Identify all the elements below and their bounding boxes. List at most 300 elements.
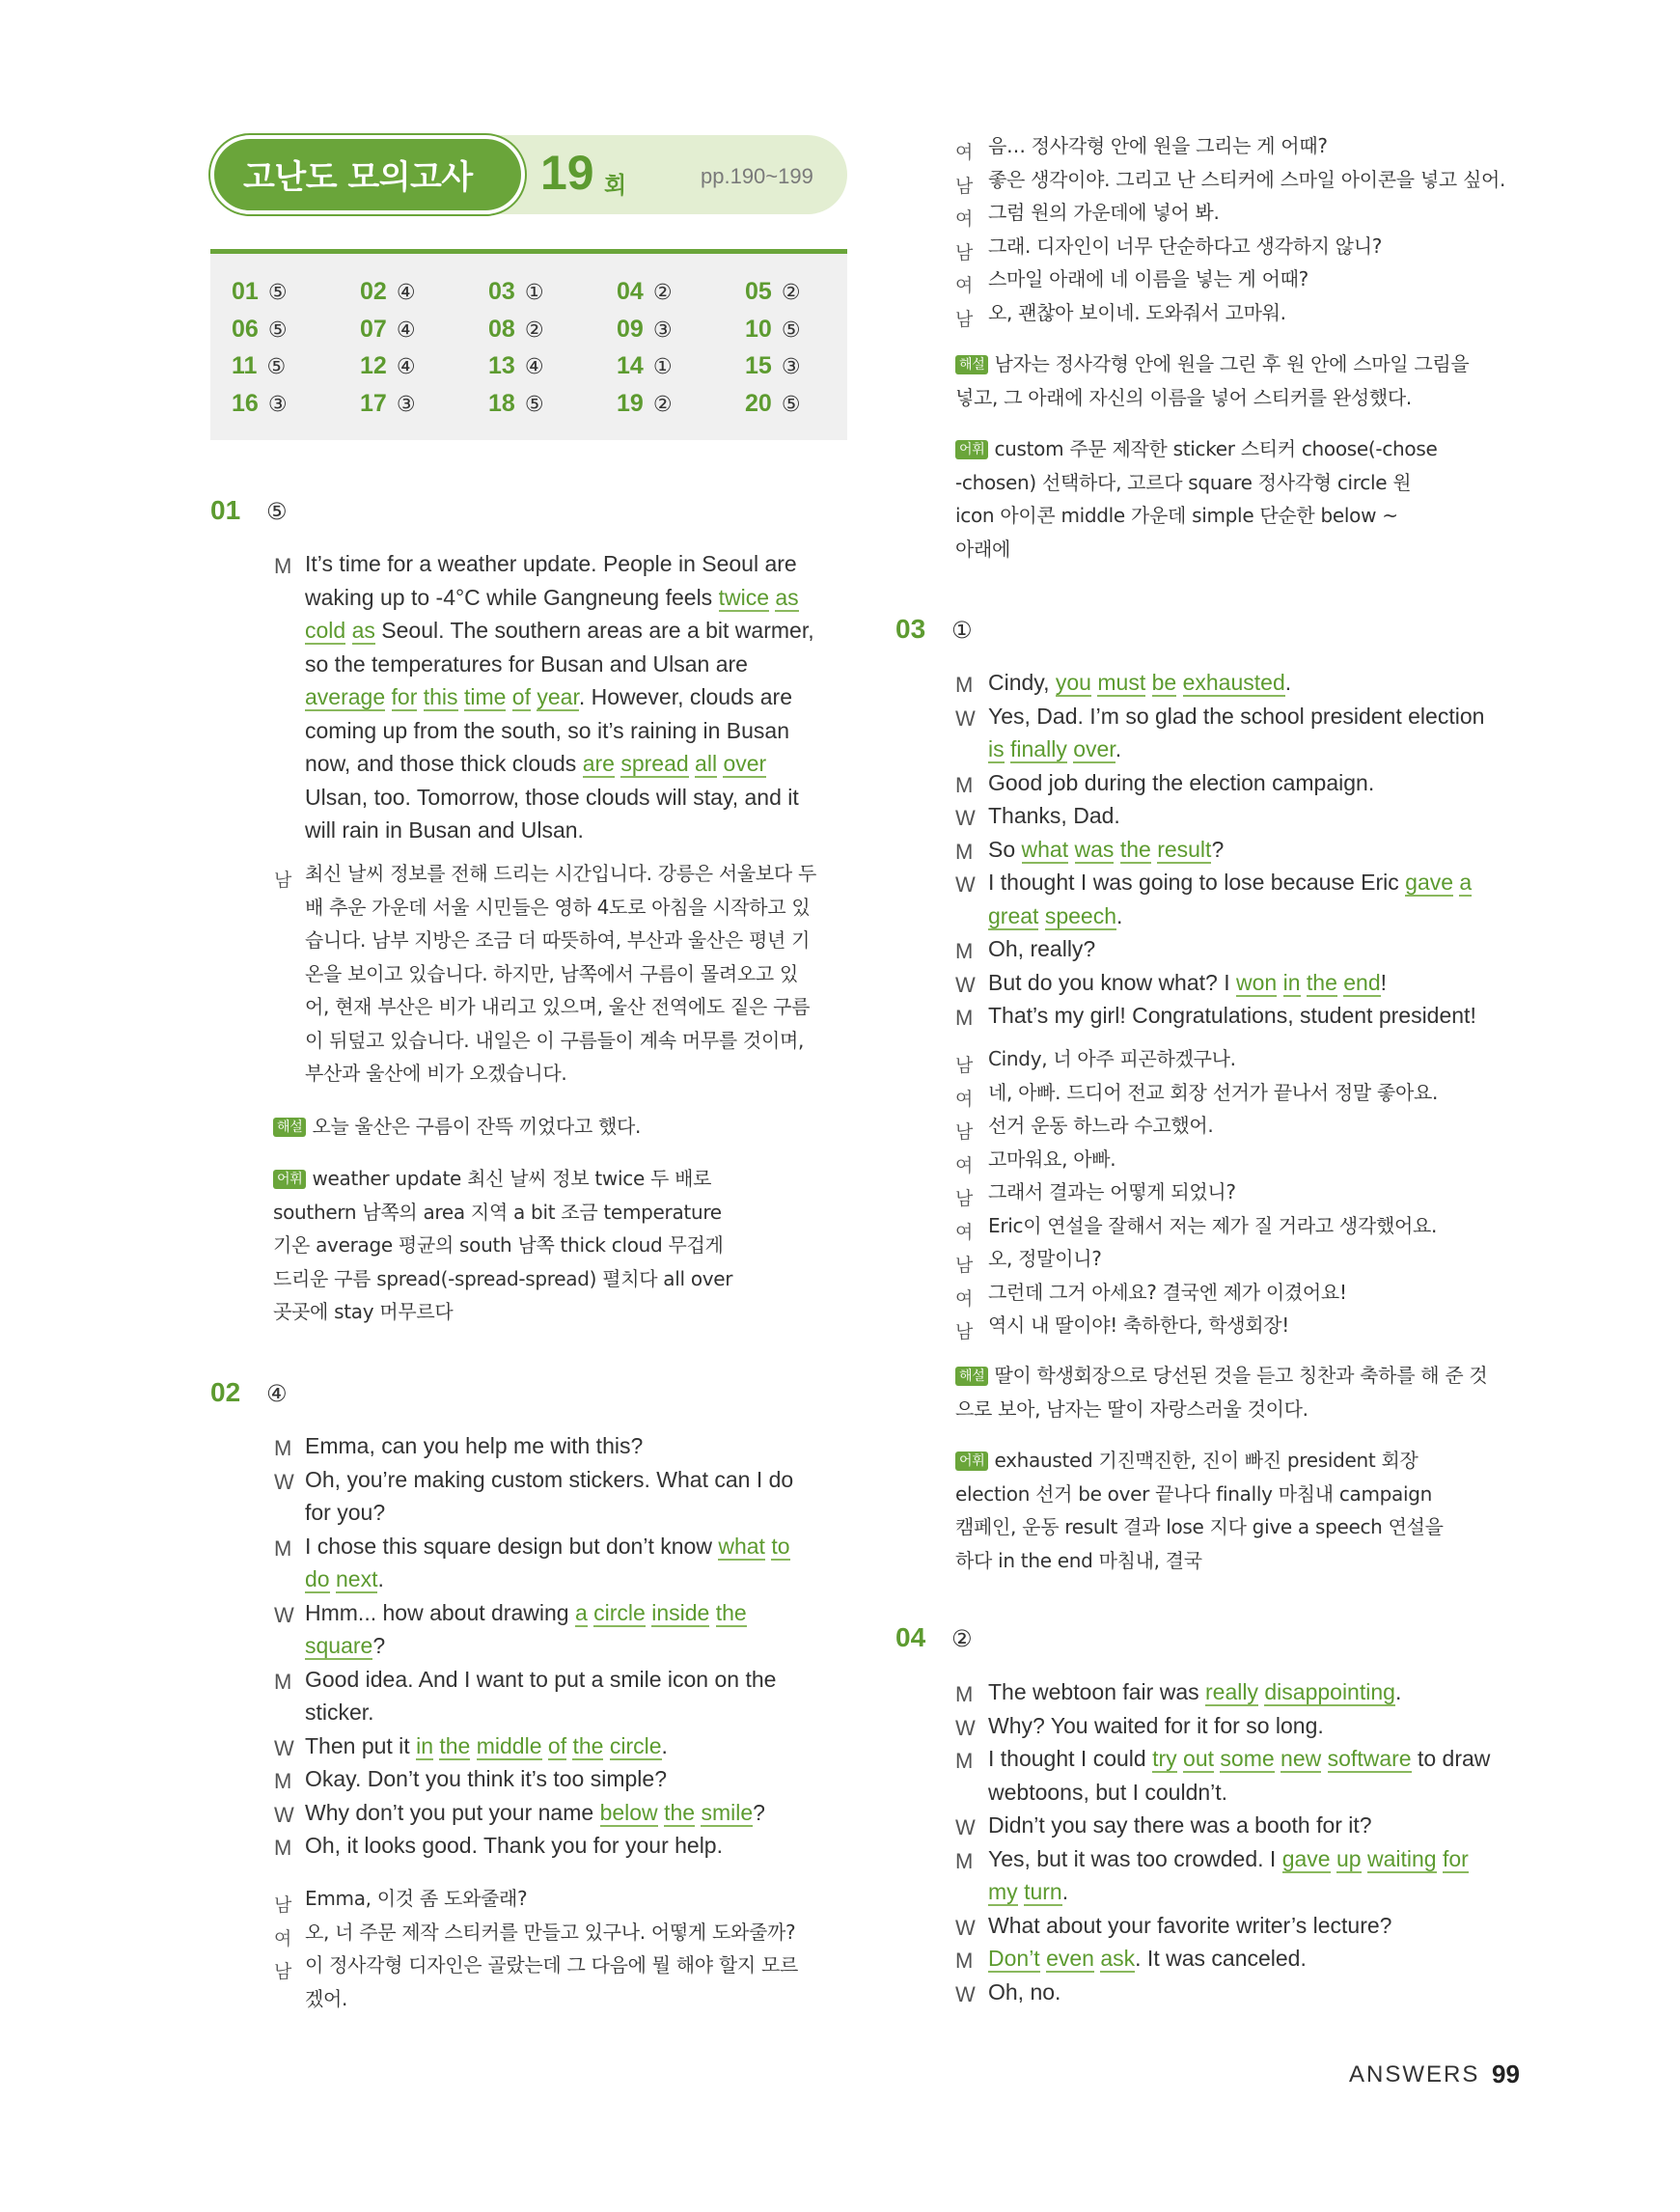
question-answer: ⑤ <box>266 498 288 525</box>
answer-cell <box>232 352 286 380</box>
answer-cell <box>360 390 416 418</box>
blank-answer-word: circle <box>593 1599 646 1625</box>
text-run: election 선거 be over 끝나다 finally 마침내 campaign <box>955 1481 1433 1506</box>
blank-answer-word: the <box>664 1799 696 1825</box>
blank-answer-word: what <box>1021 836 1069 862</box>
answer-cell <box>745 352 801 380</box>
text-run: Cindy, <box>988 670 1056 695</box>
answer-choice: ③ <box>396 392 416 417</box>
transcript-line <box>988 766 1374 800</box>
blank-answer-word: must <box>1097 670 1146 695</box>
blank-answer-word: average <box>305 684 386 709</box>
blank-answer-word: all <box>695 751 718 776</box>
text-run: 남자는 정사각형 안에 원을 그린 후 원 안에 스마일 그림을 <box>994 352 1470 375</box>
translation-line <box>305 1982 347 2016</box>
vocab-badge: 어휘 <box>955 440 988 459</box>
test-number: 19 <box>540 146 594 200</box>
answer-question-number: 03 <box>488 278 515 305</box>
text-run: . It was canceled. <box>1135 1946 1307 1971</box>
text-run: 이 정사각형 디자인은 골랐는데 그 다음에 뭘 해야 할지 모르 <box>305 1953 798 1977</box>
blank-answer-word: are <box>582 751 615 776</box>
transcript-line <box>305 1496 385 1530</box>
answer-choice: ① <box>652 355 673 379</box>
answer-cell <box>360 352 416 380</box>
blank-answer-word: this <box>423 684 458 709</box>
text-run: ? <box>753 1799 765 1825</box>
speaker-label: 남 <box>955 175 974 197</box>
explanation-badge: 해설 <box>955 355 988 374</box>
translation-line: 습니다. 남부 지방은 조금 더 따뜻하여, 부산과 울산은 평년 기 <box>305 928 811 952</box>
transcript-line <box>305 814 584 847</box>
text-run: Emma, can you help me with this? <box>305 1433 644 1458</box>
text-run: weather update 최신 날씨 정보 twice 두 배로 <box>312 1167 712 1190</box>
answer-cell <box>488 390 544 418</box>
transcript-line <box>988 932 1095 966</box>
answer-question-number: 17 <box>360 389 387 417</box>
transcript-line <box>988 1675 1401 1709</box>
translation-line <box>305 1882 527 1916</box>
explanation-line <box>955 1393 1308 1426</box>
speaker-label: M <box>955 1848 974 1873</box>
answer-question-number: 16 <box>232 389 259 417</box>
transcript-line <box>305 1562 384 1596</box>
speaker-label: W <box>274 1735 294 1760</box>
speaker-label: M <box>274 1769 292 1793</box>
explanation-line <box>955 347 1469 381</box>
text-run: 오늘 울산은 구름이 잔뜩 끼었다고 했다. <box>312 1115 642 1138</box>
answer-cell <box>360 278 416 306</box>
text-run: 넣고, 그 아래에 자신의 이름을 넣어 스티커를 완성했다. <box>955 385 1412 409</box>
answer-cell <box>488 278 544 306</box>
text-run: 좋은 생각이야. 그리고 난 스티커에 스마일 아이콘을 넣고 싶어. <box>988 167 1506 191</box>
page-title: 고난도 모의고사 <box>243 158 473 197</box>
transcript-line <box>305 781 799 815</box>
blank-answer-word: inside <box>651 1599 710 1625</box>
transcript-line <box>988 733 1121 766</box>
blank-answer-word: turn <box>1024 1879 1062 1904</box>
speaker-label: 남 <box>955 241 974 263</box>
blank-answer-word: below <box>599 1799 658 1825</box>
answer-choice: ⑤ <box>781 392 801 417</box>
text-run: 그래. 디자인이 너무 단순하다고 생각하지 않니? <box>988 234 1383 258</box>
speaker-label: M <box>955 772 974 797</box>
vocab-line <box>955 533 1010 567</box>
vocab-line <box>955 1478 1432 1511</box>
translation-line <box>988 1309 1289 1342</box>
blank-answer-word: in <box>1282 969 1301 995</box>
transcript-line <box>305 1762 667 1796</box>
vocab-line <box>955 432 1438 466</box>
speaker-label: W <box>274 1469 294 1494</box>
transcript-line <box>305 614 814 648</box>
answer-question-number: 08 <box>488 315 515 343</box>
answer-question-number: 20 <box>745 389 772 417</box>
text-run: Ulsan, too. Tomorrow, those clouds will stay, and it <box>305 784 799 810</box>
translation-line: 배 추운 가운데 서울 시민들은 영하 4도로 아침을 시작하고 있 <box>305 895 811 919</box>
text-run: icon 아이콘 middle 가운데 simple 단순한 below ~ <box>955 504 1398 527</box>
transcript-line <box>988 1909 1391 1943</box>
speaker-label: 남 <box>955 1121 974 1143</box>
blank-answer-word: square <box>305 1633 373 1658</box>
question-answer: ② <box>951 1625 973 1652</box>
speaker-label: 남 <box>274 1894 292 1916</box>
text-run: custom 주문 제작한 sticker 스티커 choose(-chose <box>994 437 1438 460</box>
transcript-line <box>988 1742 1490 1776</box>
text-run: Yes, Dad. I’m so glad the school president election <box>988 703 1485 729</box>
blank-answer-word: the <box>572 1732 604 1758</box>
answer-cell <box>232 278 288 306</box>
question-number: 03 <box>895 614 926 644</box>
text-run: 곳곳에 stay 머무르다 <box>273 1300 454 1323</box>
transcript-line <box>305 1796 765 1830</box>
translation-line <box>988 129 1328 163</box>
blank-answer-word: twice <box>718 584 769 610</box>
translation-line: 부산과 울산에 비가 오겠습니다. <box>305 1062 567 1085</box>
text-run: 스마일 아래에 네 이름을 넣는 게 어때? <box>988 267 1308 290</box>
blank-answer-word: software <box>1327 1746 1412 1771</box>
answer-choice: ③ <box>652 318 673 343</box>
text-run: southern 남쪽의 area 지역 a bit 조금 temperature <box>273 1200 722 1224</box>
text-run: sticker. <box>305 1700 374 1725</box>
text-run: . <box>1284 670 1292 695</box>
speaker-label: M <box>955 1749 974 1773</box>
blank-answer-word: really <box>1205 1679 1258 1704</box>
blank-answer-word: won <box>1236 969 1278 995</box>
translation-line: 어, 현재 부산은 비가 내리고 있으며, 울산 전역에도 짙은 구름 <box>305 995 811 1018</box>
text-run: 오, 너 주문 제작 스티커를 만들고 있구나. 어떻게 도와줄까? <box>305 1920 796 1944</box>
answer-choice: ③ <box>267 392 288 417</box>
transcript-line <box>305 1530 790 1563</box>
speaker-label: 여 <box>955 275 974 296</box>
blank-answer-word: waiting <box>1366 1845 1437 1871</box>
text-run: . <box>661 1732 668 1758</box>
vocab-line <box>273 1229 724 1262</box>
speaker-label: W <box>955 1915 976 1940</box>
answer-question-number: 15 <box>745 352 772 379</box>
text-run: 오, 괜찮아 보이네. 도와줘서 고마워. <box>988 300 1286 324</box>
answer-cell <box>360 316 416 344</box>
blank-answer-word: of <box>511 684 531 709</box>
text-run: 네, 아빠. 드디어 전교 회장 선거가 끝나서 정말 좋아요. <box>988 1080 1439 1104</box>
blank-answer-word: great <box>988 902 1039 928</box>
speaker-label: W <box>955 1715 976 1740</box>
answer-question-number: 09 <box>617 315 644 343</box>
text-run: 겠어. <box>305 1986 348 2010</box>
test-number-suffix: 회 <box>604 172 627 199</box>
transcript-line <box>988 1976 1060 2009</box>
text-run: exhausted 기진맥진한, 진이 빠진 president 회장 <box>994 1449 1418 1472</box>
text-run: 고마워요, 아빠. <box>988 1147 1116 1171</box>
blank-answer-word: is <box>988 736 1005 761</box>
answer-question-number: 11 <box>232 352 258 379</box>
blank-answer-word: exhausted <box>1182 670 1285 695</box>
answer-cell <box>232 390 288 418</box>
speaker-label: 여 <box>955 1287 974 1310</box>
translation-line <box>988 230 1382 263</box>
vocab-line <box>273 1196 722 1230</box>
text-run: 하다 in the end 마침내, 결국 <box>955 1548 1202 1572</box>
vocab-line <box>273 1295 453 1329</box>
blank-answer-word: Don’t <box>988 1946 1040 1971</box>
answer-choice: ② <box>781 281 801 305</box>
transcript-line <box>988 833 1224 867</box>
translation-line <box>988 1209 1437 1243</box>
vocab-badge: 어휘 <box>955 1452 988 1471</box>
translation-line <box>988 163 1505 197</box>
question-answer: ④ <box>266 1380 288 1407</box>
answer-choice: ⑤ <box>267 281 288 305</box>
transcript-line <box>305 1829 723 1863</box>
answer-choice: ④ <box>396 281 416 305</box>
transcript-line <box>305 1629 385 1663</box>
text-run: 딸이 학생회장으로 당선된 것을 듣고 칭찬과 축하를 해 준 것 <box>994 1364 1488 1387</box>
blank-answer-word: disappointing <box>1264 1679 1395 1704</box>
answer-question-number: 05 <box>745 278 772 305</box>
text-run: Hmm... how about drawing <box>305 1599 575 1625</box>
speaker-label: 여 <box>955 1154 974 1176</box>
speaker-label: W <box>955 1815 976 1839</box>
speaker-label: M <box>274 1836 292 1860</box>
answer-cell <box>488 352 544 380</box>
text-run: Thanks, Dad. <box>988 803 1120 828</box>
question-answer: ① <box>951 617 973 644</box>
text-run: ! <box>1380 969 1388 995</box>
blank-answer-word: spread <box>620 751 689 776</box>
answer-question-number: 19 <box>617 389 644 417</box>
speaker-label: 남 <box>955 1255 974 1276</box>
blank-answer-word: ask <box>1100 1946 1136 1971</box>
transcript-line <box>988 966 1387 1000</box>
transcript-line <box>305 714 789 748</box>
transcript-line <box>988 899 1122 933</box>
answer-question-number: 14 <box>617 352 644 379</box>
answer-key-grid <box>210 249 847 440</box>
speaker-label: M <box>274 554 292 578</box>
blank-answer-word: what <box>718 1533 765 1559</box>
text-run: Good idea. And I want to put a smile icon on the <box>305 1666 777 1692</box>
speaker-label: M <box>274 1535 292 1561</box>
text-run: Why? You waited for it for so long. <box>988 1712 1324 1738</box>
text-run: Then put it <box>305 1732 417 1758</box>
speaker-label: 남 <box>955 1321 974 1342</box>
text-run: so the temperatures for Busan and Ulsan are <box>305 650 748 677</box>
blank-answer-word: a <box>1459 870 1473 895</box>
blank-answer-word: gave <box>1281 1845 1331 1871</box>
speaker-label: M <box>955 1949 974 1973</box>
explanation-badge: 해설 <box>273 1118 306 1137</box>
translation-line: 온을 보이고 있습니다. 하지만, 남쪽에서 구름이 몰려오고 있 <box>305 961 798 985</box>
speaker-label: M <box>955 1006 974 1030</box>
text-run: Yes, but it was too crowded. I <box>988 1845 1282 1871</box>
text-run: . <box>1116 902 1123 928</box>
transcript-line <box>988 1776 1227 1810</box>
page-number: 99 <box>1492 2060 1520 2088</box>
translation-line <box>988 263 1308 296</box>
transcript-line <box>305 1596 747 1630</box>
speaker-label: W <box>274 1802 294 1827</box>
transcript-line <box>988 799 1120 833</box>
text-run: ? <box>372 1633 386 1658</box>
blank-answer-word: out <box>1183 1746 1215 1771</box>
text-run: Oh, no. <box>988 1978 1061 2005</box>
text-run: So <box>988 836 1022 862</box>
text-run: -chosen) 선택하다, 고르다 square 정사각형 circle 원 <box>955 470 1412 494</box>
speaker-label: 남 <box>955 308 974 330</box>
answer-choice: ② <box>652 281 673 305</box>
text-run: . <box>1061 1879 1069 1904</box>
translation-line <box>988 1175 1236 1209</box>
answer-question-number: 18 <box>488 389 515 417</box>
text-run: Why don’t you put your name <box>305 1799 600 1825</box>
speaker-label: M <box>955 939 974 963</box>
text-run: 선거 운동 하느라 수고했어. <box>988 1114 1214 1137</box>
answer-choice: ① <box>524 281 544 305</box>
speaker-label: M <box>955 1682 974 1706</box>
blank-answer-word: as <box>775 584 799 610</box>
text-run: Seoul. The southern areas are a bit warmer, <box>374 618 814 643</box>
transcript-line <box>305 1696 374 1729</box>
text-run: coming up from the south, so it’s raining in Busan <box>305 717 790 743</box>
answer-cell <box>745 390 801 418</box>
answer-choice: ② <box>652 392 673 417</box>
text-run: What about your favorite writer’s lecture? <box>988 1912 1392 1938</box>
blank-answer-word: do <box>305 1566 330 1591</box>
vocab-line <box>955 1510 1444 1544</box>
translation-line <box>305 1949 798 1982</box>
question-number: 04 <box>895 1622 926 1652</box>
answer-choice: ⑤ <box>267 318 288 343</box>
text-run: It’s time for a weather update. People in Seoul are <box>305 551 797 576</box>
translation-line <box>988 1242 1102 1276</box>
text-run: 기온 average 평균의 south 남쪽 thick cloud 무겁게 <box>273 1233 724 1257</box>
answer-cell <box>745 316 801 344</box>
blank-answer-word: result <box>1157 836 1212 862</box>
answer-cell <box>617 352 673 380</box>
blank-answer-word: over <box>723 751 767 776</box>
answer-question-number: 07 <box>360 315 387 343</box>
answer-cell <box>488 316 544 344</box>
blank-answer-word: of <box>547 1732 567 1758</box>
explanation-line <box>955 1359 1487 1393</box>
blank-answer-word: year <box>537 684 579 709</box>
transcript-line <box>988 700 1484 733</box>
text-run: waking up to -4°C while Gangneung feels <box>305 584 719 610</box>
text-run: for you? <box>305 1500 386 1525</box>
blank-answer-word: circle <box>609 1732 662 1758</box>
blank-answer-word: try <box>1152 1746 1177 1771</box>
text-run: . <box>1394 1679 1402 1704</box>
blank-answer-word: my <box>988 1879 1018 1904</box>
vocab-line <box>955 466 1411 500</box>
speaker-label: W <box>955 806 976 830</box>
answer-cell <box>232 316 288 344</box>
text-run: 그래서 결과는 어떻게 되었니? <box>988 1180 1236 1203</box>
text-run: 캠페인, 운동 result 결과 lose 지다 give a speech 연설을 <box>955 1515 1444 1538</box>
answer-choice: ④ <box>524 355 544 379</box>
transcript-line <box>988 1842 1469 1876</box>
vocab-line <box>955 1544 1202 1578</box>
transcript-line <box>305 1429 643 1463</box>
answer-cell <box>745 278 801 306</box>
text-run: 오, 정말이니? <box>988 1247 1102 1270</box>
blank-answer-word: cold <box>305 618 346 643</box>
transcript-line <box>988 666 1291 700</box>
speaker-label: 여 <box>955 1221 974 1243</box>
question-number: 02 <box>210 1377 241 1407</box>
translation-line <box>988 1143 1115 1176</box>
blank-answer-word: to <box>771 1533 790 1559</box>
answer-question-number: 02 <box>360 278 387 305</box>
transcript-line <box>988 1875 1068 1909</box>
text-run: 드리운 구름 spread(-spread-spread) 펼치다 all over <box>273 1266 733 1290</box>
text-run: webtoons, but I couldn’t. <box>988 1779 1228 1805</box>
blank-answer-word: the <box>1306 969 1337 995</box>
blank-answer-word: the <box>715 1599 747 1625</box>
text-run: Good job during the election campaign. <box>988 769 1375 795</box>
blank-answer-word: end <box>1343 969 1381 995</box>
transcript-line <box>305 680 792 714</box>
answer-choice: ③ <box>781 355 801 379</box>
speaker-label: W <box>955 705 976 731</box>
speaker-label: W <box>955 872 976 897</box>
answer-choice: ⑤ <box>524 392 544 417</box>
blank-answer-word: even <box>1046 1946 1094 1971</box>
vocab-badge: 어휘 <box>273 1170 306 1189</box>
transcript-line <box>305 1463 793 1497</box>
speaker-label: W <box>955 1981 976 2006</box>
speaker-label: 남 <box>955 1188 974 1209</box>
blank-answer-word: new <box>1281 1746 1322 1771</box>
text-run: 아래에 <box>955 537 1011 561</box>
blank-answer-word: time <box>463 684 507 709</box>
answer-question-number: 13 <box>488 352 515 379</box>
vocab-line <box>273 1262 732 1296</box>
text-run: to draw <box>1411 1746 1491 1771</box>
translation-line <box>988 1076 1438 1110</box>
text-run: . <box>1115 736 1122 761</box>
blank-answer-word: middle <box>476 1732 542 1758</box>
text-run: will rain in Busan and Ulsan. <box>305 817 584 843</box>
transcript-line <box>988 866 1472 899</box>
text-run: I thought I was going to lose because Eric <box>988 870 1406 895</box>
speaker-label: 남 <box>274 870 292 891</box>
text-run: 역시 내 딸이야! 축하한다, 학생회장! <box>988 1313 1290 1337</box>
translation-line <box>988 1042 1236 1076</box>
transcript-line <box>305 547 797 581</box>
text-run: Oh, it looks good. Thank you for your help. <box>305 1833 723 1858</box>
text-run: . However, clouds are <box>578 684 793 709</box>
text-run: now, and those thick clouds <box>305 751 583 776</box>
transcript-line <box>988 1809 1372 1842</box>
blank-answer-word: gave <box>1405 870 1454 895</box>
transcript-line <box>305 581 799 615</box>
blank-answer-word: next <box>335 1566 378 1591</box>
text-run: 으로 보아, 남자는 딸이 자랑스러울 것이다. <box>955 1396 1308 1421</box>
text-run: Oh, you’re making custom stickers. What can I do <box>305 1466 794 1492</box>
speaker-label: 여 <box>955 208 974 230</box>
footer-label: ANSWERS <box>1349 2061 1480 2088</box>
blank-answer-word: in <box>416 1732 433 1758</box>
text-run: Didn’t you say there was a booth for it? <box>988 1812 1372 1838</box>
text-run: Emma, 이것 좀 도와줄래? <box>305 1887 528 1910</box>
answer-cell <box>617 316 673 344</box>
text-run: Okay. Don’t you think it’s too simple? <box>305 1766 667 1791</box>
transcript-line <box>988 1709 1324 1743</box>
transcript-line <box>988 1942 1307 1976</box>
transcript-line <box>305 1729 668 1763</box>
blank-answer-word: the <box>439 1732 471 1758</box>
speaker-label: M <box>955 673 974 697</box>
